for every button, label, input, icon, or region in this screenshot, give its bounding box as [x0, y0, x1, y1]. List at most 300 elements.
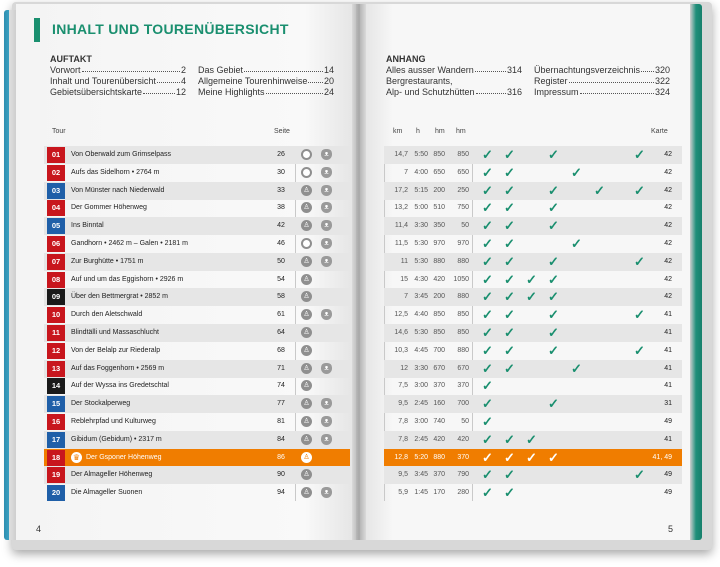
toc-entry-page: 14 — [323, 65, 334, 75]
toc-dot-leader — [569, 76, 654, 83]
toc-entry[interactable] — [534, 65, 670, 75]
tour-map-number: 41 — [664, 364, 672, 372]
child-friendly-icon: ♙ — [301, 434, 312, 445]
table-row[interactable] — [0, 253, 720, 272]
tour-ascent: 700 — [433, 346, 445, 354]
tour-duration: 3:00 — [414, 418, 428, 425]
child-friendly-icon: ♙ — [301, 274, 312, 285]
tour-page: 38 — [277, 204, 285, 212]
table-row[interactable] — [0, 217, 720, 236]
child-friendly-icon: ♙ — [301, 469, 312, 480]
tour-name[interactable]: Gibidum (Gebidum) • 2317 m — [71, 435, 162, 443]
tour-km: 7,8 — [398, 418, 408, 425]
toc-entry-page: 316 — [506, 87, 522, 97]
checkmark-icon: ✓ — [634, 182, 645, 198]
checkmark-icon: ✓ — [548, 289, 559, 305]
tour-km: 11,4 — [394, 222, 408, 230]
crown-icon: ♛ — [72, 452, 81, 462]
child-friendly-icon: ♙ — [301, 452, 312, 463]
tour-number: 10 — [47, 307, 65, 323]
table-row[interactable] — [0, 271, 720, 290]
tour-descent: 650 — [457, 168, 469, 176]
tour-ascent: 370 — [433, 471, 445, 479]
checkmark-icon: ✓ — [482, 325, 493, 340]
toc-entry-label: Meine Highlights — [198, 87, 265, 97]
tour-descent: 790 — [457, 471, 469, 479]
toc-entry-page: 2 — [180, 65, 186, 75]
tour-name[interactable]: Aufs das Sidelhorn • 2764 m — [71, 168, 160, 176]
tour-page: 90 — [277, 471, 285, 479]
checkmark-icon: ✓ — [548, 218, 559, 234]
checkmark-icon: ✓ — [548, 271, 559, 287]
tour-map-number: 42 — [664, 186, 672, 194]
table-row[interactable] — [0, 484, 720, 503]
tour-duration: 3:30 — [414, 364, 428, 372]
tour-descent: 880 — [457, 346, 469, 354]
toc-entry-label: Alp- und Schutzhütten — [386, 87, 475, 97]
tour-map-number: 41 — [664, 311, 672, 319]
toc-heading-auftakt: AUFTAKT — [50, 54, 92, 64]
tour-page: 84 — [277, 435, 285, 443]
tour-duration: 4:30 — [414, 275, 428, 283]
child-friendly-icon: ♙ — [301, 185, 312, 196]
tour-name[interactable]: Von der Belalp zur Riederalp — [71, 346, 161, 354]
tour-map-number: 42 — [664, 204, 672, 212]
family-bear-icon: ᴥ — [321, 398, 332, 409]
table-row[interactable] — [0, 449, 720, 468]
toc-entry-label: Alles ausser Wandern — [386, 65, 474, 75]
toc-entry-label: Allgemeine Tourenhinweise — [198, 76, 308, 86]
tour-duration: 5:30 — [414, 240, 428, 247]
table-row[interactable] — [0, 342, 720, 361]
tour-km: 7,5 — [398, 382, 408, 390]
tour-name[interactable]: Von Münster nach Niederwald — [71, 186, 165, 194]
table-row[interactable] — [0, 360, 720, 379]
child-friendly-icon: ♙ — [301, 202, 312, 213]
tour-map-number: 42 — [664, 293, 672, 301]
checkmark-icon: ✓ — [482, 342, 493, 358]
checkmark-icon: ✓ — [504, 449, 515, 465]
tour-duration: 4:00 — [414, 168, 428, 176]
tour-number: 16 — [47, 414, 65, 430]
tour-map-number: 41 — [664, 435, 672, 443]
tour-km: 7,8 — [398, 435, 408, 443]
tour-page: 54 — [277, 275, 285, 283]
tour-name[interactable]: Auf der Wyssa ins Gredetschtal — [71, 382, 169, 390]
tour-page: 81 — [277, 418, 285, 425]
tour-descent: 970 — [457, 240, 469, 247]
checkmark-icon: ✓ — [504, 147, 515, 162]
tour-duration: 5:50 — [414, 151, 428, 158]
checkmark-icon: ✓ — [634, 467, 645, 483]
tour-km: 9,5 — [398, 400, 408, 408]
tour-name[interactable]: Auf und um das Eggishorn • 2926 m — [71, 275, 184, 283]
checkmark-icon: ✓ — [482, 200, 493, 216]
toc-entry[interactable] — [534, 76, 670, 86]
checkmark-icon: ✓ — [504, 253, 515, 269]
page-number-left: 4 — [36, 524, 42, 534]
checkmark-icon: ✓ — [482, 164, 493, 180]
tour-number: 14 — [47, 378, 65, 394]
checkmark-icon: ✓ — [482, 182, 493, 198]
tour-number: 08 — [47, 272, 65, 288]
child-friendly-icon: ♙ — [301, 327, 312, 338]
checkmark-icon: ✓ — [526, 289, 537, 305]
tour-page: 42 — [277, 222, 285, 230]
tour-page: 26 — [277, 151, 285, 158]
tour-duration: 5:00 — [414, 204, 428, 212]
difficulty-ring-icon — [301, 167, 312, 178]
toc-entry-label: Übernachtungsverzeichnis — [534, 65, 641, 75]
child-friendly-icon: ♙ — [301, 256, 312, 267]
tour-number: 09 — [47, 289, 65, 305]
checkmark-icon: ✓ — [482, 218, 493, 234]
tour-ascent: 850 — [433, 151, 445, 158]
toc-entry-label: Gebietsübersichtskarte — [50, 87, 143, 97]
tour-duration: 3:30 — [414, 222, 428, 230]
toc-entry[interactable] — [198, 65, 334, 75]
header-tour: Tour — [52, 128, 66, 135]
tour-descent: 700 — [457, 400, 469, 408]
checkmark-icon: ✓ — [594, 182, 605, 198]
checkmark-icon: ✓ — [526, 449, 537, 465]
tour-km: 11 — [400, 257, 408, 265]
table-row[interactable] — [0, 431, 720, 450]
checkmark-icon: ✓ — [571, 360, 582, 376]
checkmark-icon: ✓ — [548, 325, 559, 340]
tour-km: 9,5 — [398, 471, 408, 479]
table-row[interactable] — [0, 164, 720, 183]
child-friendly-icon: ♙ — [301, 398, 312, 409]
table-row[interactable] — [0, 306, 720, 325]
checkmark-icon: ✓ — [504, 164, 515, 180]
child-friendly-icon: ♙ — [301, 363, 312, 374]
tour-name[interactable]: Die Almageller Suonen — [71, 489, 143, 497]
tour-name[interactable]: Gandhorn • 2462 m – Galen • 2181 m — [71, 240, 188, 247]
tour-ascent: 350 — [433, 222, 445, 230]
toc-entry[interactable] — [386, 76, 522, 86]
tour-descent: 880 — [457, 293, 469, 301]
checkmark-icon: ✓ — [634, 253, 645, 269]
tour-descent: 280 — [457, 489, 469, 497]
tour-descent: 50 — [461, 418, 469, 425]
family-bear-icon: ᴥ — [321, 309, 332, 320]
tour-name[interactable]: Zur Burghütte • 1751 m — [71, 257, 144, 265]
checkmark-icon: ✓ — [482, 485, 493, 501]
toc-entry-page: 20 — [323, 76, 334, 86]
tour-page: 74 — [277, 382, 285, 390]
tour-duration: 2:45 — [414, 400, 428, 408]
header-karte: Karte — [651, 128, 668, 135]
tour-ascent: 970 — [433, 240, 445, 247]
checkmark-icon: ✓ — [634, 307, 645, 323]
tour-number: 11 — [47, 325, 65, 341]
tour-page: 94 — [277, 489, 285, 497]
toc-entry-page: 314 — [506, 65, 522, 75]
tour-descent: 250 — [457, 186, 469, 194]
checkmark-icon: ✓ — [634, 147, 645, 162]
tour-number: 20 — [47, 485, 65, 501]
checkmark-icon: ✓ — [482, 378, 493, 394]
tour-number: 12 — [47, 343, 65, 359]
toc-entry[interactable] — [50, 76, 186, 86]
tour-duration: 5:20 — [414, 453, 428, 461]
tour-number: 02 — [47, 165, 65, 181]
tour-ascent: 370 — [433, 382, 445, 390]
toc-entry-page: 322 — [654, 76, 670, 86]
checkmark-icon: ✓ — [504, 182, 515, 198]
toc-entry-label: Register — [534, 76, 568, 86]
tour-map-number: 42 — [664, 257, 672, 265]
tour-name[interactable]: Der Gommer Höhenweg — [71, 204, 147, 212]
tour-ascent: 160 — [433, 400, 445, 408]
tour-map-number: 41 — [664, 329, 672, 336]
checkmark-icon: ✓ — [526, 271, 537, 287]
toc-entry-label: Das Gebiet — [198, 65, 244, 75]
tour-map-number: 49 — [664, 418, 672, 425]
tour-descent: 850 — [457, 329, 469, 336]
tour-km: 14,7 — [394, 151, 408, 158]
checkmark-icon: ✓ — [634, 342, 645, 358]
checkmark-icon: ✓ — [482, 236, 493, 251]
title-accent-bar — [34, 18, 40, 42]
toc-entry-page: 12 — [175, 87, 186, 97]
tour-descent: 370 — [457, 382, 469, 390]
toc-dot-leader — [244, 65, 323, 72]
tour-ascent: 880 — [433, 453, 445, 461]
toc-entry[interactable] — [534, 87, 670, 97]
checkmark-icon: ✓ — [504, 360, 515, 376]
table-row[interactable] — [0, 466, 720, 485]
tour-ascent: 650 — [433, 168, 445, 176]
tour-km: 14,6 — [394, 329, 408, 336]
tour-number: 07 — [47, 254, 65, 270]
header-h: h — [416, 128, 420, 135]
tour-number: 19 — [47, 467, 65, 483]
tour-duration: 5:15 — [414, 186, 428, 194]
checkmark-icon: ✓ — [548, 147, 559, 162]
tour-name[interactable]: Blindtälli und Massaschlucht — [71, 329, 159, 336]
checkmark-icon: ✓ — [504, 271, 515, 287]
toc-entry-page: 324 — [654, 87, 670, 97]
checkmark-icon: ✓ — [548, 449, 559, 465]
checkmark-icon: ✓ — [548, 182, 559, 198]
tour-duration: 3:00 — [414, 382, 428, 390]
tour-ascent: 420 — [433, 275, 445, 283]
tour-name[interactable]: Ins Binntal — [71, 222, 104, 230]
checkmark-icon: ✓ — [482, 289, 493, 305]
tour-number: 15 — [47, 396, 65, 412]
family-bear-icon: ᴥ — [321, 256, 332, 267]
checkmark-icon: ✓ — [504, 485, 515, 501]
tour-map-number: 31 — [664, 400, 672, 408]
tour-name[interactable]: Von Oberwald zum Grimselpass — [71, 151, 171, 158]
tour-km: 5,9 — [398, 489, 408, 497]
header-seite: Seite — [274, 128, 290, 135]
family-bear-icon: ᴥ — [321, 487, 332, 498]
tour-km: 10,3 — [394, 346, 408, 354]
table-row[interactable] — [0, 324, 720, 343]
tour-km: 15 — [400, 275, 408, 283]
tour-duration: 2:45 — [414, 435, 428, 443]
table-row[interactable] — [0, 146, 720, 165]
table-row[interactable] — [0, 235, 720, 254]
tour-map-number: 42 — [664, 275, 672, 283]
tour-page: 71 — [277, 364, 285, 372]
tour-ascent: 740 — [433, 418, 445, 425]
child-friendly-icon: ♙ — [301, 487, 312, 498]
checkmark-icon: ✓ — [504, 467, 515, 483]
tour-descent: 50 — [461, 222, 469, 230]
checkmark-icon: ✓ — [548, 200, 559, 216]
checkmark-icon: ✓ — [482, 449, 493, 465]
tour-km: 13,2 — [394, 204, 408, 212]
checkmark-icon: ✓ — [482, 253, 493, 269]
tour-map-number: 41 — [664, 346, 672, 354]
tour-map-number: 42 — [664, 168, 672, 176]
checkmark-icon: ✓ — [504, 200, 515, 216]
checkmark-icon: ✓ — [482, 307, 493, 323]
difficulty-ring-icon — [301, 238, 312, 249]
tour-km: 11,5 — [394, 240, 408, 247]
tour-page: 86 — [277, 453, 285, 461]
page-number-right: 5 — [668, 524, 674, 534]
checkmark-icon: ✓ — [482, 360, 493, 376]
table-row[interactable] — [0, 288, 720, 307]
family-bear-icon: ᴥ — [321, 363, 332, 374]
checkmark-icon: ✓ — [482, 396, 493, 412]
header-hm-up: hm — [435, 128, 445, 135]
child-friendly-icon: ♙ — [301, 380, 312, 391]
tour-page: 61 — [277, 311, 285, 319]
checkmark-icon: ✓ — [571, 236, 582, 251]
toc-dot-leader — [580, 87, 654, 94]
table-row[interactable] — [0, 182, 720, 201]
table-row[interactable] — [0, 377, 720, 396]
tour-descent: 420 — [457, 435, 469, 443]
tour-number: 18 — [47, 450, 65, 466]
toc-entry[interactable] — [50, 65, 186, 75]
family-bear-icon: ᴥ — [321, 434, 332, 445]
tour-page: 77 — [277, 400, 285, 408]
tour-map-number: 42 — [664, 151, 672, 158]
tour-page: 58 — [277, 293, 285, 301]
child-friendly-icon: ♙ — [301, 220, 312, 231]
toc-dot-leader — [157, 76, 180, 83]
family-bear-icon: ᴥ — [321, 167, 332, 178]
checkmark-icon: ✓ — [548, 396, 559, 412]
tour-duration: 5:30 — [414, 329, 428, 336]
tour-km: 7 — [404, 168, 408, 176]
family-bear-icon: ᴥ — [321, 416, 332, 427]
tour-ascent: 510 — [433, 204, 445, 212]
checkmark-icon: ✓ — [571, 164, 582, 180]
toc-entry[interactable] — [386, 87, 522, 97]
checkmark-icon: ✓ — [548, 253, 559, 269]
toc-entry-page: 4 — [180, 76, 186, 86]
toc-heading-anhang: ANHANG — [386, 54, 426, 64]
tour-descent: 850 — [457, 151, 469, 158]
table-row[interactable] — [0, 413, 720, 432]
toc-dot-leader — [475, 65, 506, 72]
table-row[interactable] — [0, 199, 720, 218]
tour-ascent: 850 — [433, 311, 445, 319]
tour-name[interactable]: Auf das Foggenhorn • 2569 m — [71, 364, 165, 372]
tour-ascent: 200 — [433, 293, 445, 301]
toc-entry[interactable] — [386, 65, 522, 75]
tour-page: 68 — [277, 346, 285, 354]
tour-page: 50 — [277, 257, 285, 265]
tour-descent: 1050 — [453, 275, 469, 283]
child-friendly-icon: ♙ — [301, 291, 312, 302]
family-bear-icon: ᴥ — [321, 238, 332, 249]
tour-ascent: 850 — [433, 329, 445, 336]
tour-km: 7 — [404, 293, 408, 301]
tour-descent: 880 — [457, 257, 469, 265]
toc-dot-leader — [143, 87, 175, 94]
tour-number: 06 — [47, 236, 65, 252]
tour-name[interactable]: Der Almageller Höhenweg — [71, 471, 153, 479]
tour-km: 17,2 — [394, 186, 408, 194]
checkmark-icon: ✓ — [504, 342, 515, 358]
toc-entry[interactable] — [198, 76, 334, 86]
checkmark-icon: ✓ — [504, 307, 515, 323]
tour-map-number: 41 — [664, 382, 672, 390]
toc-entry-page: 320 — [654, 65, 670, 75]
tour-duration: 4:45 — [414, 346, 428, 354]
tour-name[interactable]: Reblehrpfad und Kulturweg — [71, 418, 156, 425]
tour-name[interactable]: Durch den Aletschwald — [71, 311, 143, 319]
tour-map-number: 42 — [664, 222, 672, 230]
tour-descent: 750 — [457, 204, 469, 212]
tour-ascent: 880 — [433, 257, 445, 265]
toc-entry-label: Inhalt und Tourenübersicht — [50, 76, 156, 86]
toc-entry[interactable] — [198, 87, 334, 97]
tour-number: 04 — [47, 200, 65, 216]
tour-duration: 4:40 — [414, 311, 428, 319]
header-km: km — [393, 128, 403, 135]
tour-page: 30 — [277, 168, 285, 176]
tour-duration: 3:45 — [414, 293, 428, 301]
family-bear-icon: ᴥ — [321, 220, 332, 231]
tour-name[interactable]: Über den Bettmergrat • 2852 m — [71, 293, 168, 301]
child-friendly-icon: ♙ — [301, 416, 312, 427]
toc-dot-leader — [266, 87, 323, 94]
tour-number: 17 — [47, 432, 65, 448]
family-bear-icon: ᴥ — [321, 149, 332, 160]
checkmark-icon: ✓ — [482, 271, 493, 287]
tour-name[interactable]: Der Gsponer Höhenweg — [86, 453, 162, 461]
child-friendly-icon: ♙ — [301, 345, 312, 356]
tour-name[interactable]: Der Stockalperweg — [71, 400, 131, 408]
tour-map-number: 41, 49 — [652, 453, 672, 461]
checkmark-icon: ✓ — [482, 414, 493, 429]
tour-number: 13 — [47, 361, 65, 377]
tour-km: 12 — [400, 364, 408, 372]
toc-entry[interactable] — [50, 87, 186, 97]
checkmark-icon: ✓ — [548, 307, 559, 323]
toc-entry-label: Bergrestaurants, — [386, 76, 453, 86]
tour-page: 64 — [277, 329, 285, 336]
checkmark-icon: ✓ — [482, 467, 493, 483]
tour-duration: 1:45 — [414, 489, 428, 497]
tour-duration: 3:45 — [414, 471, 428, 479]
tour-number: 05 — [47, 218, 65, 234]
toc-entry-label: Impressum — [534, 87, 579, 97]
toc-dot-leader — [308, 76, 323, 83]
tour-duration: 5:30 — [414, 257, 428, 265]
table-row[interactable] — [0, 395, 720, 414]
